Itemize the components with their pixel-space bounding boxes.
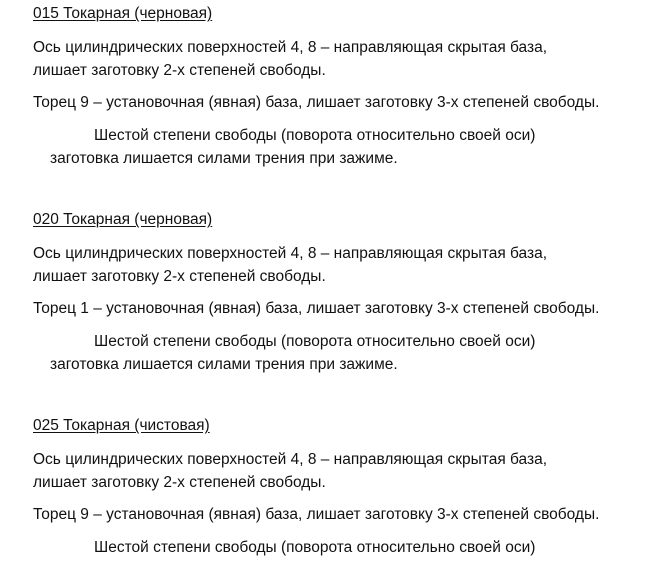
- section-heading: 020 Токарная (черновая): [33, 211, 213, 228]
- paragraph-line: Ось цилиндрических поверхностей 4, 8 – направляющая скрытая база,: [33, 451, 548, 468]
- paragraph-setting-base: [33, 503, 599, 526]
- paragraph-line: заготовка лишается силами трения при зажиме.: [50, 356, 398, 373]
- section-020: [33, 210, 600, 373]
- section-015: [33, 4, 600, 167]
- paragraph-line: лишает заготовку 2-х степеней свободы.: [33, 268, 326, 285]
- paragraph-guide-base: [33, 36, 547, 82]
- paragraph-sixth-degree: [33, 124, 535, 170]
- paragraph-sixth-degree: [33, 536, 535, 559]
- paragraph-setting-base: [33, 297, 599, 320]
- section-heading: 025 Токарная (чистовая): [33, 417, 210, 434]
- paragraph-guide-base: [33, 242, 547, 288]
- paragraph-line: Шестой степени свободы (поворота относительно своей оси): [94, 333, 536, 350]
- paragraph-line: лишает заготовку 2-х степеней свободы.: [33, 474, 326, 491]
- section-heading: 015 Токарная (черновая): [33, 5, 213, 22]
- paragraph-sixth-degree: [33, 330, 535, 376]
- paragraph-line: Шестой степени свободы (поворота относительно своей оси): [94, 127, 536, 144]
- paragraph-line: Шестой степени свободы (поворота относительно своей оси): [94, 539, 536, 556]
- paragraph-setting-base: [33, 91, 599, 114]
- paragraph-line: заготовка лишается силами трения при зажиме.: [50, 150, 398, 167]
- paragraph-line: лишает заготовку 2-х степеней свободы.: [33, 62, 326, 79]
- paragraph-line: Ось цилиндрических поверхностей 4, 8 – направляющая скрытая база,: [33, 245, 548, 262]
- paragraph-line: Торец 1 – установочная (явная) база, лишает заготовку 3-х степеней свободы.: [33, 300, 600, 317]
- paragraph-line: Торец 9 – установочная (явная) база, лишает заготовку 3-х степеней свободы.: [33, 506, 600, 523]
- section-025: [33, 416, 600, 556]
- paragraph-line: Ось цилиндрических поверхностей 4, 8 – направляющая скрытая база,: [33, 39, 548, 56]
- paragraph-guide-base: [33, 448, 547, 494]
- paragraph-line: Торец 9 – установочная (явная) база, лишает заготовку 3-х степеней свободы.: [33, 94, 600, 111]
